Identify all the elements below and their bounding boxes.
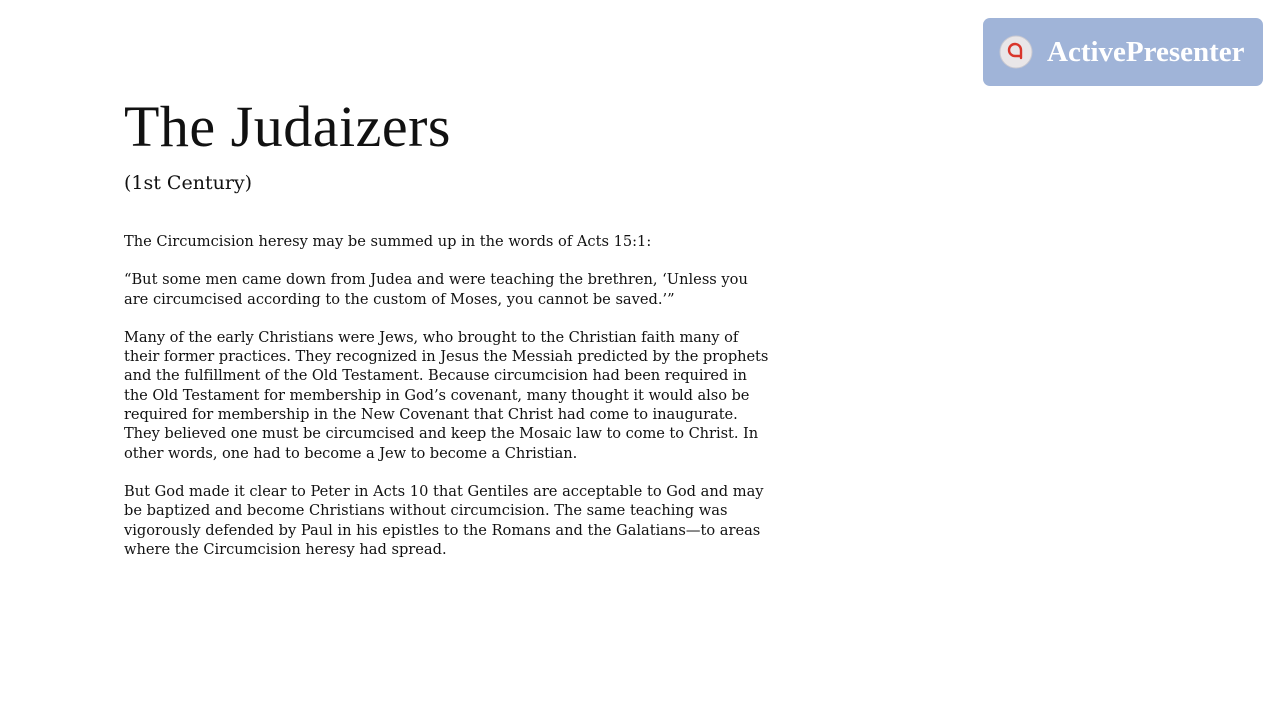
slide-body xyxy=(124,232,774,578)
activepresenter-watermark xyxy=(983,18,1263,86)
slide-title: The Judaizers xyxy=(124,94,451,159)
slide-subtitle: (1st Century) xyxy=(124,172,253,194)
activepresenter-logo-icon xyxy=(999,35,1033,69)
body-paragraph-quote: “But some men came down from Judea and were teaching the brethren, ‘Unless you are circumcised according to the custom of Moses, you cannot be saved.’” xyxy=(124,271,748,308)
body-paragraph-intro: The Circumcision heresy may be summed up in the words of Acts 15:1: xyxy=(124,233,652,250)
body-paragraph-conclusion: But God made it clear to Peter in Acts 10 that Gentiles are acceptable to God and may be baptized and become Christians without circumcision. The same teaching was vigorously defended by Paul in his epistles to the Romans and the Galatians—to areas where the Circumcision heresy had spread. xyxy=(124,482,764,558)
watermark-label: ActivePresenter xyxy=(1047,36,1245,68)
body-paragraph-history: Many of the early Christians were Jews, who brought to the Christian faith many of their former practices. They recognized in Jesus the Messiah predicted by the prophets and the fulfillment of the Old Testament. Because circumcision had been required in the Old Testament for membership in God’s covenant, many thought it would also be required for membership in the New Covenant that Christ had come to inaugurate. They believed one must be circumcised and keep the Mosaic law to come to Christ. In other words, one had to become a Jew to become a Christian. xyxy=(124,328,769,462)
